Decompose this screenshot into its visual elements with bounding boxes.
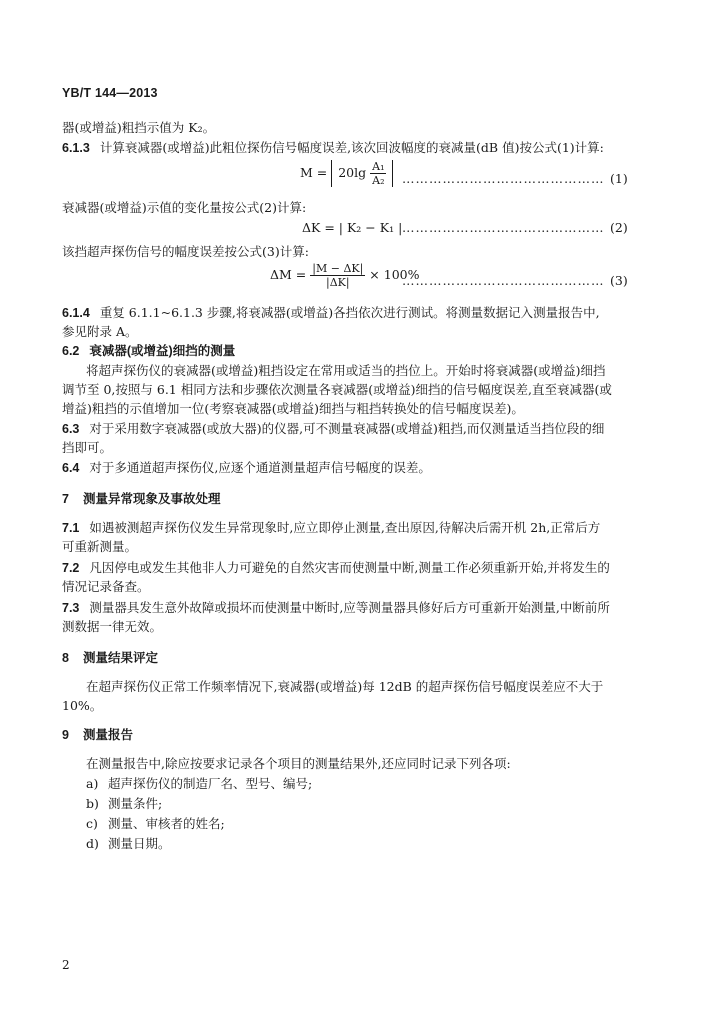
- formula-1-numerator: A₁: [372, 160, 385, 173]
- paragraph-8-line-1: 在超声探伤仪正常工作频率情况下,衰减器(或增益)每 12dB 的超声探伤信号幅度误差应不大于: [86, 679, 604, 694]
- clause-6-3-cont: 挡即可。: [62, 440, 113, 455]
- list-item: [86, 814, 686, 833]
- document-code: YB/T 144—2013: [62, 86, 158, 100]
- list-marker: c): [86, 816, 98, 831]
- paragraph-6-2-line-1: 将超声探伤仪的衰减器(或增益)粗挡设定在常用或适当的挡位上。开始时将衰减器(或增益)细挡: [86, 363, 606, 378]
- section-8-heading: [62, 648, 662, 668]
- formula-3-lhs: ΔM =: [270, 267, 307, 282]
- formula-1-denominator: A₂: [372, 174, 385, 187]
- clause-7-3: [62, 598, 662, 618]
- clause-number: 6.1.3: [62, 141, 90, 155]
- paragraph-9-intro: 在测量报告中,除应按要求记录各个项目的测量结果外,还应同时记录下列各项:: [86, 756, 511, 771]
- formula-1-leader: ………………………………………: [402, 171, 605, 186]
- list-text: 测量条件;: [108, 796, 163, 811]
- list-marker: d): [86, 836, 99, 851]
- clause-number: 6.3: [62, 422, 80, 436]
- formula-1: [300, 160, 393, 187]
- clause-number: 6.1.4: [62, 306, 90, 320]
- formula-2-intro: 衰减器(或增益)示值的变化量按公式(2)计算:: [62, 200, 307, 215]
- formula-2-leader: ………………………………………: [402, 220, 605, 235]
- clause-text: 对于多通道超声探伤仪,应逐个通道测量超声信号幅度的误差。: [89, 460, 431, 475]
- clause-7-1: [62, 518, 662, 538]
- clause-text: 凡因停电或发生其他非人力可避免的自然灾害而使测量中断,测量工作必须重新开始,并将发生的: [89, 560, 610, 575]
- paragraph-6-2-line-3: 增益)粗挡的示值增加一位(考察衰减器(或增益)细挡与粗挡转换处的信号幅度误差)。: [62, 401, 524, 416]
- section-title: 测量异常现象及事故处理: [82, 492, 221, 506]
- section-number: 7: [62, 492, 69, 506]
- clause-number: 7.3: [62, 601, 80, 615]
- clause-text: 如遇被测超声探伤仪发生异常现象时,应立即停止测量,查出原因,待解决后需开机 2h,正常后方: [89, 520, 601, 535]
- list-item: [86, 774, 686, 793]
- clause-7-3-cont: 测数据一律无效。: [62, 619, 163, 634]
- clause-number: 7.2: [62, 561, 80, 575]
- formula-3-intro: 该挡超声探伤信号的幅度误差按公式(3)计算:: [62, 244, 309, 259]
- section-number: 8: [62, 651, 69, 665]
- formula-1-number: (1): [610, 171, 628, 186]
- formula-3-fraction: [310, 262, 365, 289]
- clause-text: 测量器具发生意外故障或损坏而使测量中断时,应等测量器具修好后方可重新开始测量,中断前所: [89, 600, 610, 615]
- clause-6-4: [62, 458, 662, 478]
- paragraph-8-line-2: 10%。: [62, 698, 103, 713]
- clause-title: 衰减器(或增益)细挡的测量: [89, 344, 236, 358]
- list-marker: b): [86, 796, 99, 811]
- formula-1-fraction: [370, 160, 386, 187]
- clause-text: 重复 6.1.1~6.1.3 步骤,将衰减器(或增益)各挡依次进行测试。将测量数据记入测量报告中,: [99, 305, 600, 320]
- formula-2-number: (2): [610, 220, 628, 235]
- clause-number: 6.2: [62, 344, 80, 358]
- clause-number: 6.4: [62, 461, 80, 475]
- list-text: 测量、审核者的姓名;: [108, 816, 225, 831]
- formula-3-leader: ………………………………………: [402, 273, 605, 288]
- clause-6-1-3: [62, 138, 662, 158]
- section-title: 测量结果评定: [82, 651, 158, 665]
- section-title: 测量报告: [82, 728, 133, 742]
- clause-text: 计算衰减器(或增益)此粗位探伤信号幅度误差,该次回波幅度的衰减量(dB 值)按公式(1)计算:: [99, 140, 604, 155]
- clause-number: 7.1: [62, 521, 80, 535]
- list-marker: a): [86, 776, 99, 791]
- clause-6-1-4: [62, 303, 662, 323]
- list-item: [86, 834, 686, 853]
- formula-1-lhs: M =: [300, 165, 328, 180]
- formula-3: [270, 262, 419, 289]
- formula-2: ΔK = | K₂ − K₁ |: [302, 220, 403, 235]
- clause-6-3: [62, 419, 662, 439]
- section-9-heading: [62, 725, 662, 745]
- clause-6-1-4-cont: 参见附录 A。: [62, 324, 138, 339]
- section-number: 9: [62, 728, 69, 742]
- clause-7-2-cont: 情况记录备查。: [62, 579, 150, 594]
- section-7-heading: [62, 489, 662, 509]
- paragraph-6-2-line-2: 调节至 0,按照与 6.1 相同方法和步骤依次测量各衰减器(或增益)细挡的信号幅度误差,直至衰减器(或: [62, 382, 612, 397]
- formula-3-numerator: |M − ΔK|: [312, 262, 364, 275]
- continued-text: 器(或增益)粗挡示值为 K₂。: [62, 120, 216, 135]
- formula-1-log: 20lg: [338, 165, 367, 180]
- formula-3-denominator: |ΔK|: [326, 276, 350, 289]
- list-text: 超声探伤仪的制造厂名、型号、编号;: [108, 776, 313, 791]
- list-text: 测量日期。: [108, 836, 171, 851]
- page-number: 2: [62, 958, 70, 972]
- list-item: [86, 794, 686, 813]
- clause-6-2-heading: [62, 341, 662, 361]
- formula-1-abs: [331, 160, 393, 187]
- clause-text: 对于采用数字衰减器(或放大器)的仪器,可不测量衰减器(或增益)粗挡,而仅测量适当挡位段的细: [89, 421, 605, 436]
- formula-3-tail: × 100%: [369, 267, 420, 282]
- formula-3-number: (3): [610, 273, 628, 288]
- clause-7-1-cont: 可重新测量。: [62, 539, 138, 554]
- clause-7-2: [62, 558, 662, 578]
